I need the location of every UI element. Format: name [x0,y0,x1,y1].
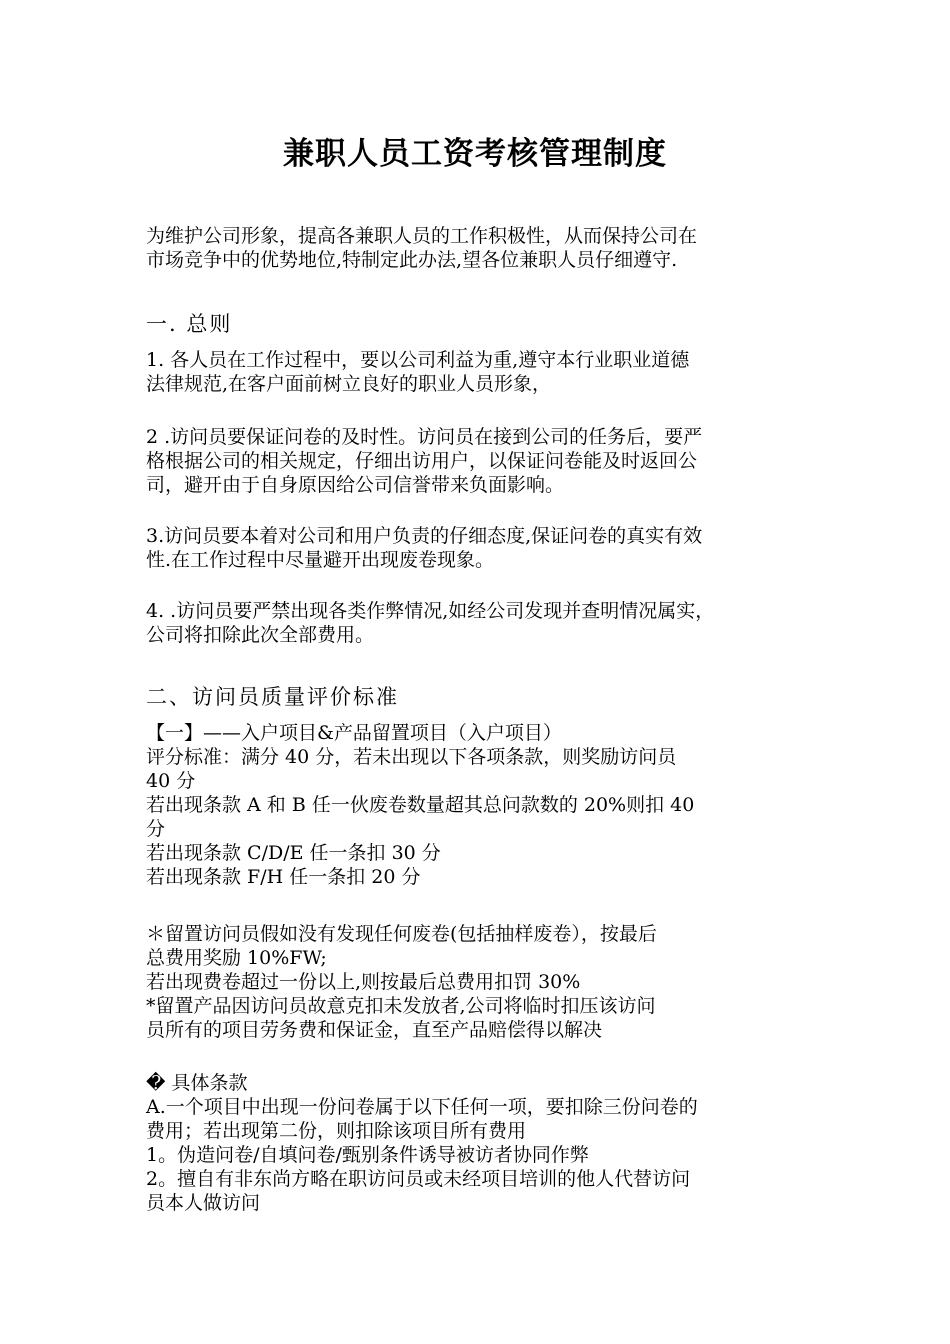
standard-line: 分 [146,818,166,840]
standard-line: 40 分 [146,770,196,792]
item-line: 1. 各人员在工作过程中，要以公司利益为重,遵守本行业职业道德 [146,349,690,371]
standard-line: 若出现条款 F/H 任一条扣 20 分 [146,866,421,888]
general-item-1 [146,348,826,396]
clause-line: 费用；若出现第二份，则扣除该项目所有费用 [146,1120,527,1142]
general-item-2 [146,425,826,497]
standard-line: 评分标准：满分 40 分，若未出现以下各项条款，则奖励访问员 [146,746,677,768]
note-line: 总费用奖励 10%FW; [146,947,327,969]
note-line: *留置产品因访问员故意克扣未发放者,公司将临时扣压该访问 [146,995,656,1017]
item-line: 性.在工作过程中尽量避开出现废卷现象。 [146,549,495,571]
standard-line: 若出现条款 C/D/E 任一条扣 30 分 [146,842,441,864]
subsection-heading: 【一】——入户项目&产品留置项目（入户项目） [146,722,562,744]
note-line: 若出现费卷超过一份以上,则按最后总费用扣罚 30% [146,971,581,993]
document-title: 兼职人员工资考核管理制度 [283,136,667,172]
item-line: 法律规范,在客户面前树立良好的职业人员形象， [146,373,552,395]
section-heading-general: 一. 总则 [146,312,233,336]
note-line: ＊留置访问员假如没有发现任何废卷(包括抽样废卷），按最后 [146,923,657,945]
intro-paragraph [146,224,826,272]
intro-line: 市场竞争中的优势地位,特制定此办法,望各位兼职人员仔细遵守. [146,249,678,271]
clause-line: 1。伪造问卷/自填问卷/甄别条件诱导被访者协同作弊 [146,1144,589,1166]
standard-line: 若出现条款 A 和 B 任一伙废卷数量超其总问款数的 20%则扣 40 [146,794,695,816]
item-line: 4. .访问员要严禁出现各类作弊情况,如经公司发现并查明情况属实， [146,600,715,622]
general-item-4 [146,599,826,647]
section-heading-quality: 二、访问员质量评价标准 [146,685,399,709]
clauses-block [146,1071,826,1215]
intro-line: 为维护公司形象，提高各兼职人员的工作积极性，从而保持公司在 [146,225,698,247]
clauses-heading: � 具体条款 [146,1072,248,1094]
item-line: 司，避开由于自身原因给公司信誉带来负面影响。 [146,474,565,496]
notes-block [146,922,826,1042]
general-item-3 [146,524,826,572]
item-line: 2 .访问员要保证问卷的及时性。访问员在接到公司的任务后，要严 [146,426,703,448]
quality-standard-block [146,721,826,889]
clause-line: A.一个项目中出现一份问卷属于以下任何一项，要扣除三份问卷的 [146,1096,698,1118]
note-line: 员所有的项目劳务费和保证金，直至产品赔偿得以解决 [146,1019,603,1041]
item-line: 公司将扣除此次全部费用。 [146,624,375,646]
clause-line: 员本人做访问 [146,1192,261,1214]
clause-line: 2。擅自有非东尚方略在职访问员或未经项目培训的他人代替访问 [146,1168,691,1190]
item-line: 格根据公司的相关规定，仔细出访用户，以保证问卷能及时返回公 [146,450,698,472]
item-line: 3.访问员要本着对公司和用户负责的仔细态度,保证问卷的真实有效 [146,525,703,547]
